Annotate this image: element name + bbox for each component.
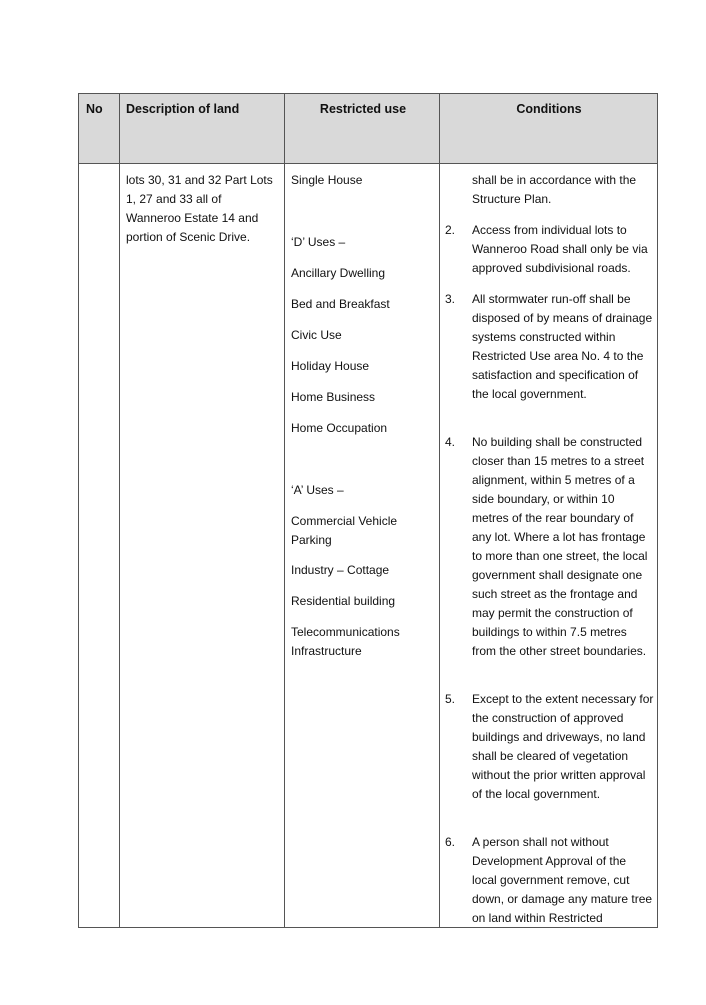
d-use-item: Home Business (291, 390, 376, 404)
a-uses-heading: ‘A’ Uses – (291, 483, 344, 497)
d-use-item: Civic Use (291, 328, 342, 342)
condition-text: Except to the extent necessary for the construction of approved buildings and driveways, no land shall be cleared of vegetation without the prior written approval of the local government. (472, 692, 654, 801)
column-divider (284, 94, 285, 927)
permitted-use: Single House (291, 173, 363, 187)
a-use-item: Industry – Cottage (291, 563, 390, 577)
header-conditions: Conditions (516, 102, 582, 116)
condition-text: All stormwater run-off shall be disposed of by means of drainage systems constructed within Restricted Use area No. 4 to the satisfaction and specification of the local government. (472, 292, 653, 401)
a-use-item: Residential building (291, 594, 396, 608)
a-use-item: Telecommunications Infrastructure (291, 625, 400, 658)
land-description: lots 30, 31 and 32 Part Lots 1, 27 and 33 all of Wanneroo Estate 14 and portion of Scenic Drive. (126, 173, 273, 244)
d-use-item: Holiday House (291, 359, 370, 373)
restricted-use-table (78, 93, 658, 928)
table-header (79, 94, 657, 164)
column-divider (439, 94, 440, 927)
condition-text: shall be in accordance with the Structure Plan. (472, 173, 637, 206)
condition-text: Access from individual lots to Wanneroo Road shall only be via approved subdivisional roads. (472, 223, 648, 275)
d-use-item: Ancillary Dwelling (291, 266, 386, 280)
condition-text: No building shall be constructed closer than 15 metres to a street alignment, within 5 metres of a side boundary, or within 10 metres of the rear boundary of any lot. Where a lot has frontage to more than one street, the local government shall designate one such street as the frontage and may permit the construction of buildings to within 7.5 metres from the other street boundaries. (472, 435, 648, 658)
condition-number: 3. (445, 292, 456, 306)
header-no: No (86, 102, 103, 116)
d-use-item: Bed and Breakfast (291, 297, 390, 311)
header-description: Description of land (126, 102, 240, 116)
condition-number: 5. (445, 692, 456, 706)
d-uses-heading: ‘D’ Uses – (291, 235, 346, 249)
column-divider (119, 94, 120, 927)
condition-number: 6. (445, 835, 456, 849)
d-use-item: Home Occupation (291, 421, 388, 435)
a-use-item: Commercial Vehicle Parking (291, 514, 398, 547)
condition-number: 4. (445, 435, 456, 449)
header-restricted-use: Restricted use (319, 102, 407, 116)
condition-number: 2. (445, 223, 456, 237)
condition-text: A person shall not without Development Approval of the local government remove, cut down, or damage any mature tree on land within Restricted (472, 835, 653, 925)
